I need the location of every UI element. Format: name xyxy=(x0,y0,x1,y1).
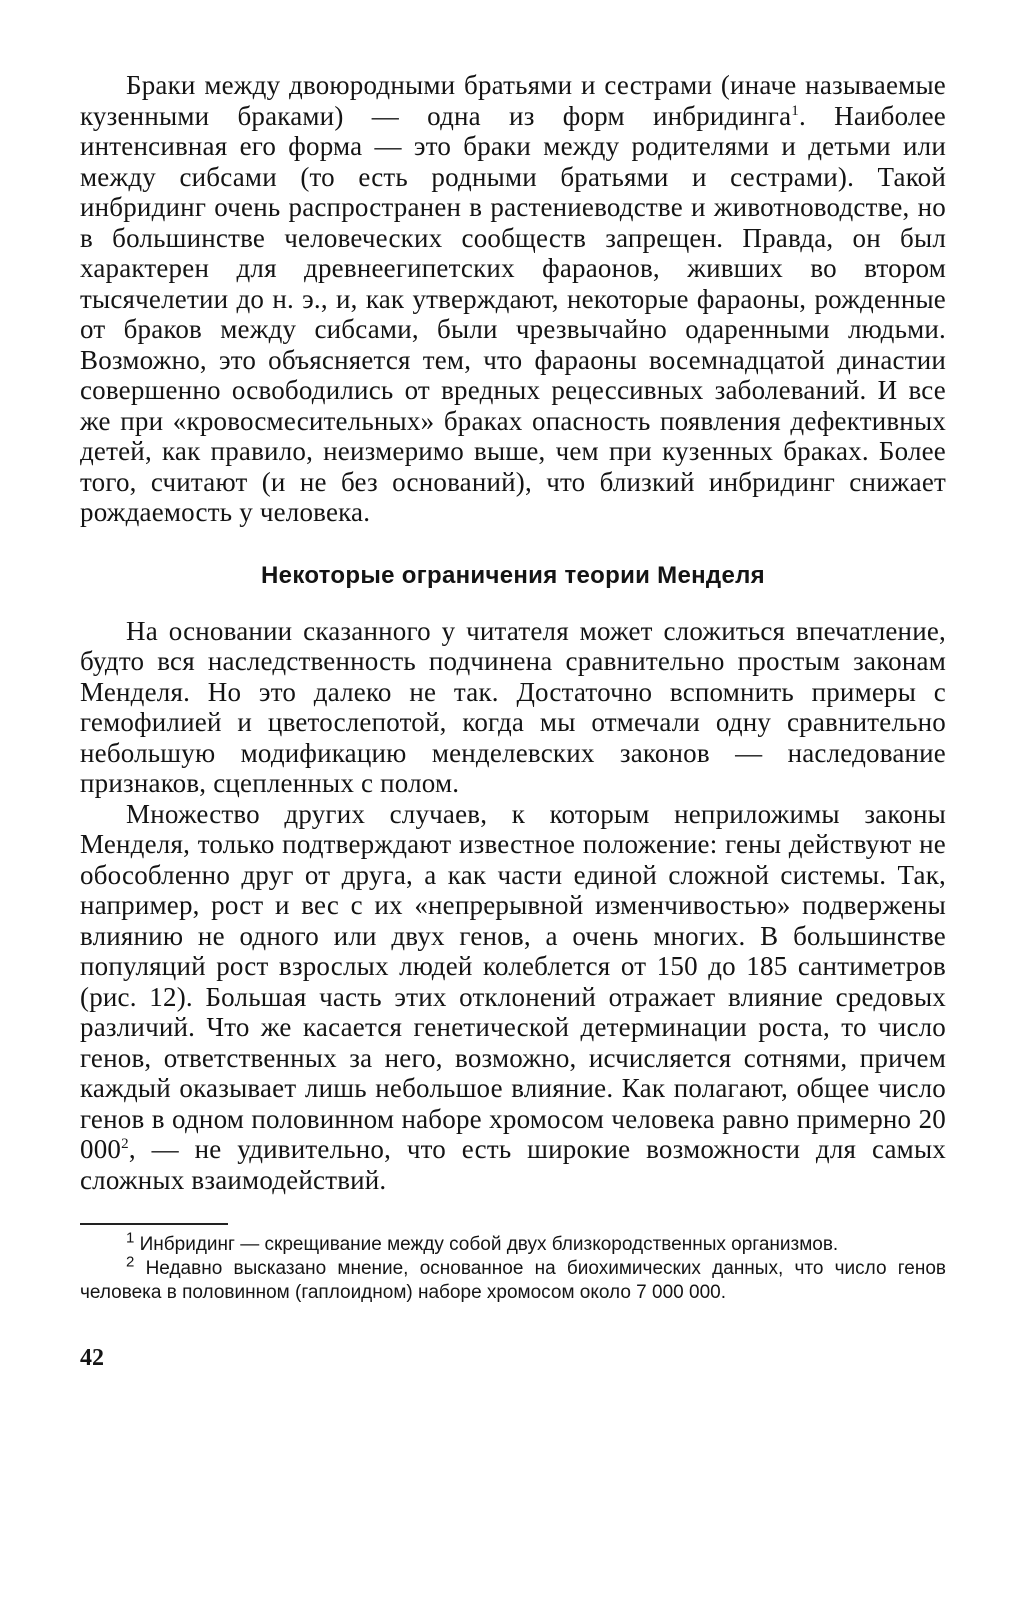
footnote-text: Недавно высказано мнение, основанное на биохимических данных, что число генов человека в половинном (гаплоидном) наборе хромосом около 7 000 000. xyxy=(80,1258,946,1303)
footnote-mark: 2 xyxy=(126,1253,135,1271)
footnote-divider xyxy=(80,1223,228,1225)
footnote-reference: 1 xyxy=(791,102,799,119)
footnote-mark: 1 xyxy=(126,1229,135,1247)
paragraph-text: , — не удивительно, что есть широкие возможности для самых сложных взаимодействий. xyxy=(80,1134,946,1195)
footnote-1 xyxy=(80,1229,946,1257)
book-page xyxy=(80,70,946,1372)
page-number: 42 xyxy=(80,1345,104,1371)
paragraph-mendel-laws: На основании сказанного у читателя может сложиться впечатление, будто вся наследственность подчинена сравнительно простым законам Менделя. Но это далеко не так. Достаточно вспомнить примеры с гемофилией и цветослепотой, когда мы отмечали одну сравнительно небольшую модификацию менделевских законов — наследование признаков, сцепленных с полом. xyxy=(80,615,946,798)
paragraph-text: Браки между двоюродными братьями и сестрами (иначе называемые кузенными браками) — одна из форм инбридинга xyxy=(80,70,946,131)
paragraph-text: Множество других случаев, к которым неприложимы законы Менделя, только подтверждают известное положение: гены действуют не обособленно друг от друга, а как части единой сложной системы. Так, например, рост и вес с их «непрерывной изменчивостью» подвержены влиянию не одного или двух генов, а очень многих. В большинстве популяций рост взрослых людей колеблется от 150 до 185 сантиметров (рис. 12). Большая часть этих отклонений отражает влияние средовых различий. Что же касается генетической детерминации роста, то число генов, ответственных за него, возможно, исчисляется сотнями, причем каждый оказывает лишь небольшое влияние. Как полагают, общее число генов в одном половинном наборе хромосом человека равно примерно 20 000 xyxy=(80,798,946,1164)
footnote-2 xyxy=(80,1253,946,1305)
paragraph-gene-interactions xyxy=(80,799,946,1196)
paragraph-inbreeding xyxy=(80,70,946,528)
section-heading: Некоторые ограничения теории Менделя xyxy=(261,561,765,589)
footnote-text: Инбридинг — скрещивание между собой двух близкородственных организмов. xyxy=(139,1234,839,1255)
paragraph-text: . Наиболее интенсивная его форма — это браки между родителями и детьми или между сибсами (то есть родными братьями и сестрами). Такой инбридинг очень распространен в растениеводстве и животноводстве, но в большинстве человеческих сообществ запрещен. Правда, он был характерен для древнеегипетских фараонов, живших во втором тысячелетии до н. э., и, как утверждают, некоторые фараоны, рожденные от браков между сибсами, были чрезвычайно одаренными людьми. Возможно, это объясняется тем, что фараоны восемнадцатой династии совершенно освободились от вредных рецессивных заболеваний. И все же при «кровосмесительных» браках опасность появления дефективных детей, как правило, неизмеримо выше, чем при кузенных браках. Более того, считают (и не без оснований), что близкий инбридинг снижает рождаемость у человека. xyxy=(80,100,946,527)
footnote-reference: 2 xyxy=(121,1136,129,1152)
